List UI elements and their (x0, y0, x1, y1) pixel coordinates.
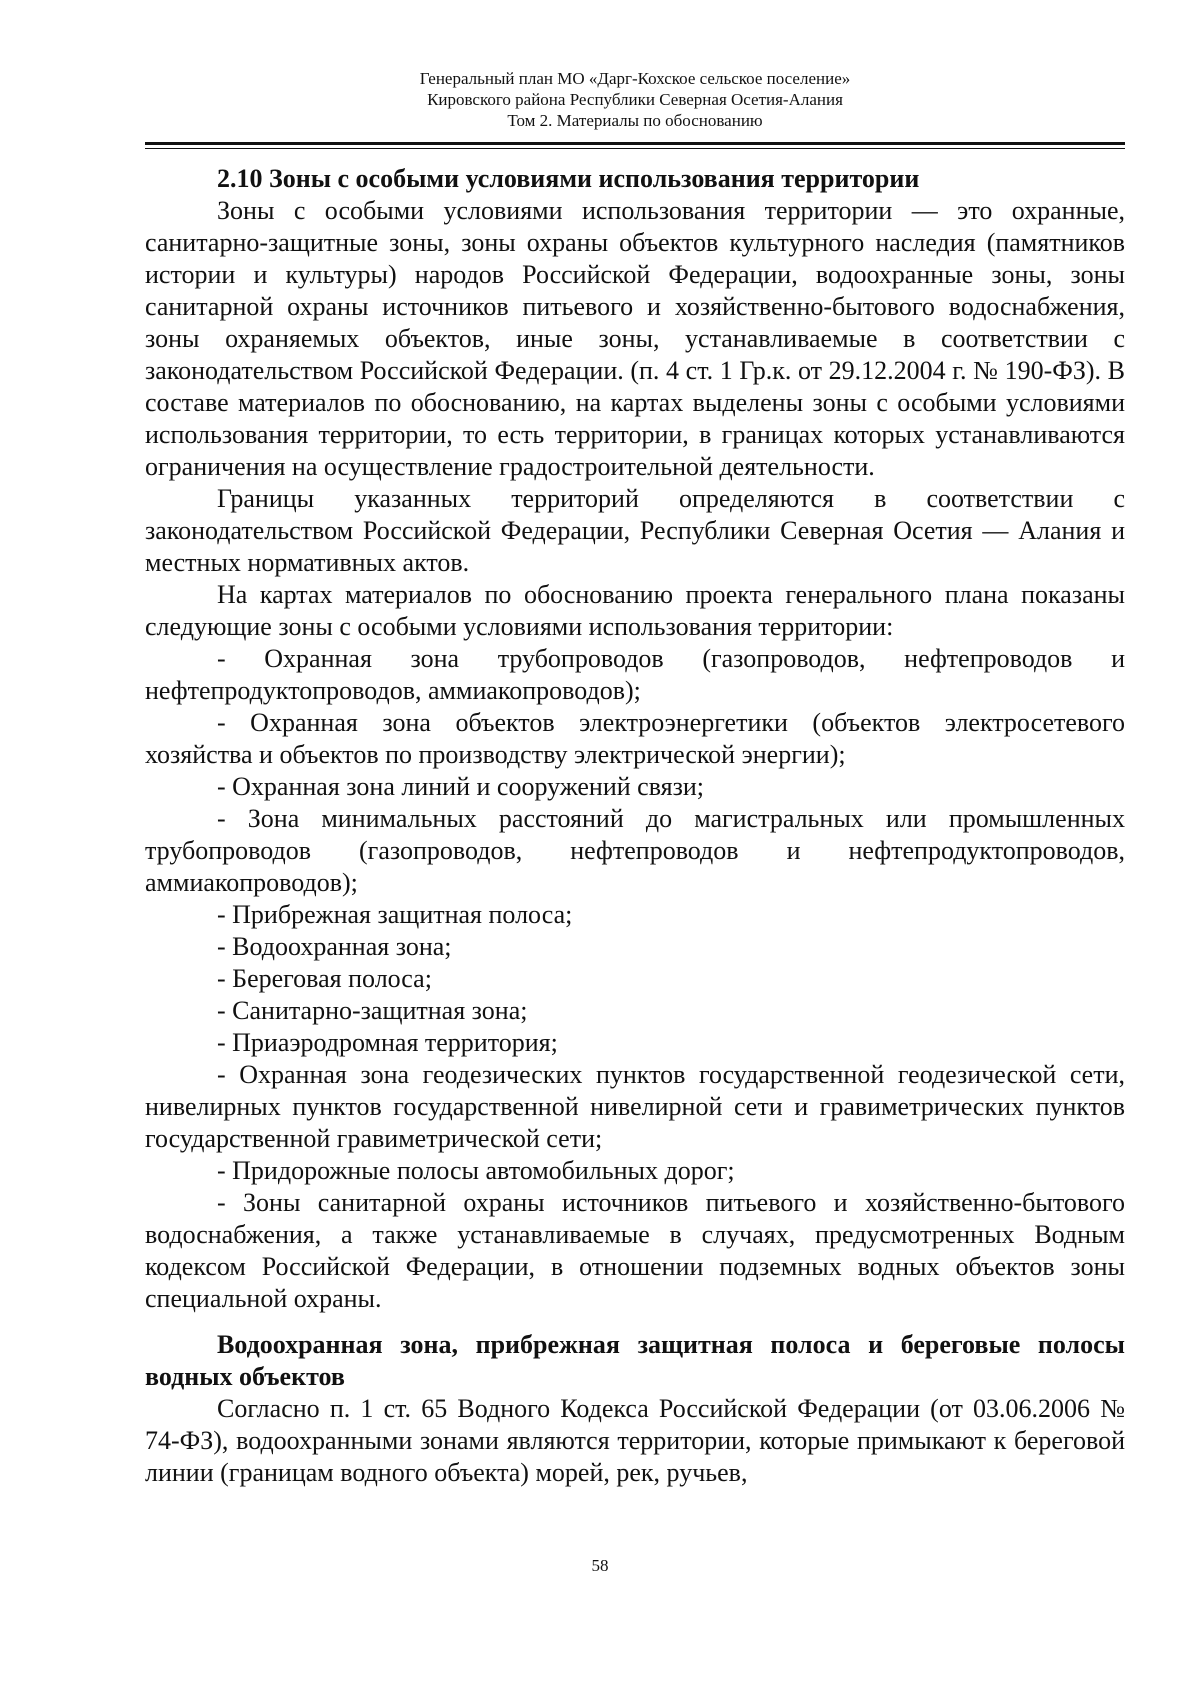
list-item: - Зона минимальных расстояний до магистральных или промышленных трубопроводов (газопроводов, нефтепроводов и нефтепродуктопроводов, аммиакопроводов); (145, 804, 1125, 897)
list-item: - Охранная зона геодезических пунктов государственной геодезической сети, нивелирных пунктов государственной нивелирной сети и гравиметрических пунктов государственной гравиметрической сети; (145, 1060, 1125, 1153)
list-item: - Санитарно-защитная зона; (217, 996, 528, 1025)
list-item: - Береговая полоса; (217, 964, 432, 993)
list-item: - Водоохранная зона; (217, 932, 452, 961)
body-paragraph: Зоны с особыми условиями использования территории — это охранные, санитарно-защитные зоны, зоны охраны объектов культурного наследия (памятников истории и культуры) народов Российской Федерации, водоохранные зоны, зоны санитарной охраны источников питьевого и хозяйственно-бытового водоснабжения, зоны охраняемых объектов, иные зоны, устанавливаемые в соответствии с законодательством Российской Федерации. (п. 4 ст. 1 Гр.к. от 29.12.2004 г. № 190-ФЗ). В составе материалов по обоснованию, на картах выделены зоны с особыми условиями использования территории, то есть территории, в границах которых устанавливаются ограничения на осуществление градостроительной деятельности. (145, 196, 1125, 481)
list-item: - Охранная зона линий и сооружений связи; (217, 772, 705, 801)
list-item: - Охранная зона объектов электроэнергетики (объектов электросетевого хозяйства и объектов по производству электрической энергии); (145, 708, 1125, 769)
list-item: - Придорожные полосы автомобильных дорог; (217, 1156, 735, 1185)
body-paragraph: Согласно п. 1 ст. 65 Водного Кодекса Российской Федерации (от 03.06.2006 № 74-ФЗ), водоохранными зонами являются территории, которые примыкают к береговой линии (границам водного объекта) морей, рек, ручьев, (145, 1394, 1125, 1487)
document-body (145, 163, 1125, 1489)
list-item: - Охранная зона трубопроводов (газопроводов, нефтепроводов и нефтепродуктопроводов, аммиакопроводов); (145, 644, 1125, 705)
page-header (145, 68, 1125, 131)
header-rule-thick (145, 142, 1125, 145)
subsection-heading: Водоохранная зона, прибрежная защитная полоса и береговые полосы водных объектов (145, 1330, 1125, 1391)
list-item: - Зоны санитарной охраны источников питьевого и хозяйственно-бытового водоснабжения, а также устанавливаемые в случаях, предусмотренных Водным кодексом Российской Федерации, в отношении подземных водных объектов зоны специальной охраны. (145, 1188, 1125, 1313)
list-item: - Приаэродромная территория; (217, 1028, 558, 1057)
body-paragraph: Границы указанных территорий определяются в соответствии с законодательством Российской Федерации, Республики Северная Осетия — Алания и местных нормативных актов. (145, 484, 1125, 577)
header-line-1: Генеральный план МО «Дарг-Кохское сельское поселение» (419, 69, 851, 88)
header-rule-thin (145, 148, 1125, 149)
header-line-3: Том 2. Материалы по обоснованию (507, 111, 763, 130)
body-paragraph: На картах материалов по обоснованию проекта генерального плана показаны следующие зоны с особыми условиями использования территории: (145, 580, 1125, 641)
section-heading: 2.10 Зоны с особыми условиями использования территории (217, 164, 920, 193)
header-line-2: Кировского района Республики Северная Осетия-Алания (427, 90, 843, 109)
page-number: 58 (591, 1556, 609, 1575)
list-item: - Прибрежная защитная полоса; (217, 900, 573, 929)
